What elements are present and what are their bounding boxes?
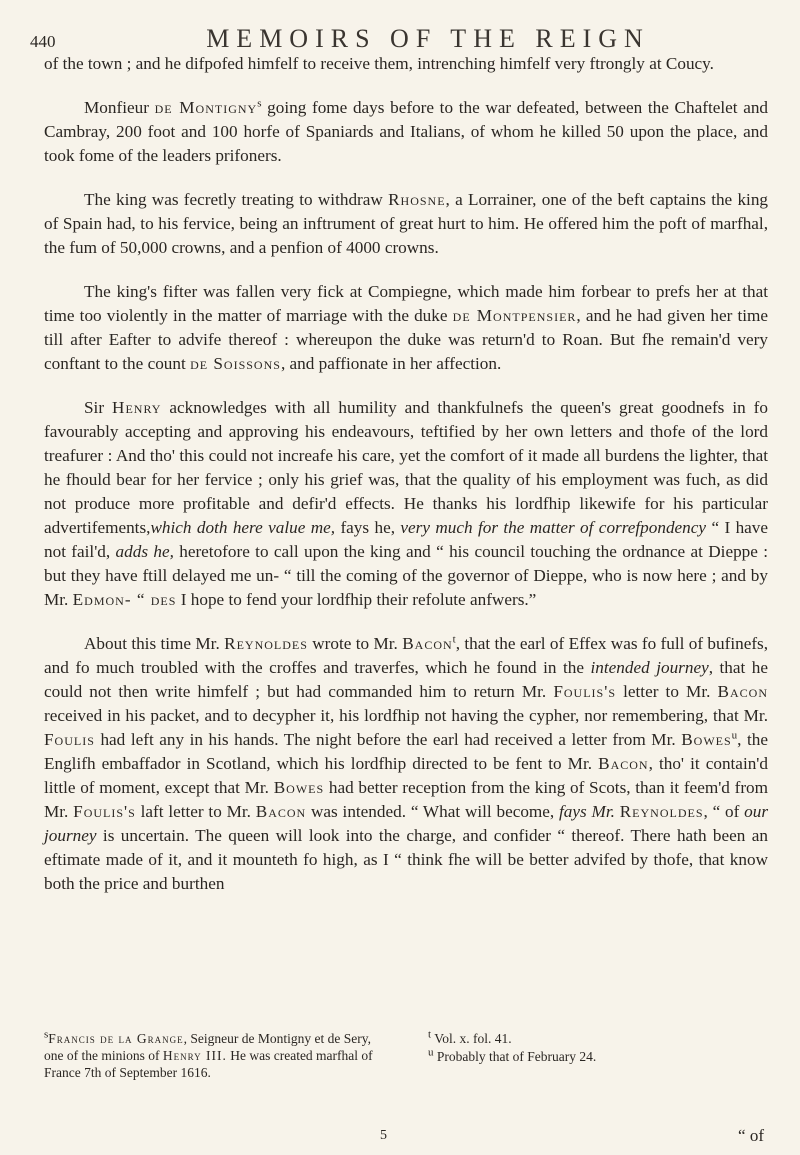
person-name: Bacon: [255, 802, 307, 821]
footnotes-right: [428, 1030, 768, 1081]
signature-mark: 5: [380, 1128, 387, 1143]
italic-phrase: which doth here value me,: [150, 518, 336, 537]
person-name: Reynoldes: [619, 802, 704, 821]
body-text: [44, 52, 768, 916]
person-name: Edmon- “ des: [72, 590, 177, 609]
footnotes: [44, 1030, 768, 1081]
paragraph-2: Monfieur de Montigny$^s$ going fome days before to the war defeated, between the Chaftelet and Cambray, 200 foot and 100 horfe of Spaniards and Italians, of whom he killed 50 upon the place, and took fome of the leaders prifoners.: [44, 97, 769, 165]
person-name: Bacon: [717, 682, 768, 701]
footnote-u: $^u$ Probably that of February 24.: [428, 1046, 597, 1064]
footnote-s: $^s$Francis de la Grange, Seigneur de Montigny et de Sery, one of the minions of Henry III. He was created marfhal of France 7th of September 1616.: [44, 1028, 373, 1080]
italic-phrase: intended journey: [590, 658, 709, 677]
person-name: Rhosne: [388, 190, 446, 209]
person-name: Henry: [112, 398, 162, 417]
catchword: “ of: [738, 1126, 764, 1145]
footnote-ref-t: t: [452, 633, 456, 646]
person-name: Bacon: [402, 634, 453, 653]
footnote-ref-u: u: [731, 729, 738, 742]
paragraph-3: The king was fecretly treating to withdraw Rhosne, a Lorrainer, one of the beft captains the king of Spain had, to his fervice, being an inftrument of great hurt to him. He offered him the poft of marfhal, the fum of 50,000 crowns, and a penfion of 4000 crowns.: [44, 190, 769, 257]
footnote-t: $^t$ Vol. x. fol. 41.: [428, 1028, 512, 1046]
person-name: de Montpensier: [452, 306, 577, 325]
footnote-ref-s: s: [257, 97, 262, 110]
italic-phrase: fays Mr.: [559, 802, 615, 821]
paragraph-4: The king's fifter was fallen very fick at Compiegne, which made him forbear to prefs her at that time too violently in the matter of marriage with the duke de Montpensier, and he had given her time till after Eafter to advife thereof : whereupon the duke was return'd to Roan. But fhe remain'd very conftant to the count de Soissons, and paffionate in her affection.: [44, 282, 768, 373]
person-name: Reynoldes: [224, 634, 308, 653]
page-number: 440: [30, 32, 56, 51]
person-name: Bowes: [273, 778, 325, 797]
running-title: MEMOIRS OF THE REIGN: [206, 24, 650, 53]
paragraph-6: About this time Mr. Reynoldes wrote to Mr. Bacon$^t$, that the earl of Effex was fo full of bufinefs, and fo much troubled with the croffes and traverfes, which he found in the intended journey, that he could not then write himfelf ; but had commanded him to return Mr. Foulis's letter to Mr. Bacon received in his packet, and to decypher it, his lordfhip not having the cypher, nor remembering, that Mr. Foulis had left any in his hands. The night before the earl had received a letter from Mr. Bowes$^u$, the Englifh embaffador in Scotland, which his lordfhip directed to be fent to Mr. Bacon, tho' it contain'd little of moment, except that Mr. Bowes had better reception from the king of Scots, than it feem'd from Mr. Foulis's laft letter to Mr. Bacon was intended. “ What will become, fays Mr. Reynoldes, “ of our journey is uncertain. The queen will look into the charge, and confider “ thereof. There hath been an eftimate made of it, and it mounteth fo high, as I “ think fhe will be better advifed by thofe, that know both the price and burthen: [44, 633, 769, 893]
person-name: Foulis's: [73, 802, 136, 821]
italic-phrase: very much for the matter of correfpondency: [400, 518, 707, 537]
paragraph-1: of the town ; and he difpofed himfelf to receive them, intrenching himfelf very ftrongly at Coucy.: [44, 54, 714, 73]
paragraph-5: Sir Henry acknowledges with all humility and thankfulnefs the queen's great goodnefs in fo favourably accepting and approving his endeavours, teftified by her own letters and thofe of the lord treafurer : And tho' this could not increafe his care, yet the comfort of it made all burdens the lighter, that he fhould bear for her fervice ; only his grief was, that the quality of his employment was fuch, as did not produce more profitable and defir'd effects. He thanks his lordfhip likewife for his particular advertifements,which doth here value me, fays he, very much for the matter of correfpondency “ I have not fail'd, adds he, heretofore to call upon the king and “ his council touching the ordnance at Dieppe : but they have ftill delayed me un- “ till the coming of the governor of Dieppe, who is now here ; and by Mr. Edmon- “ des I hope to fend your lordfhip their refolute anfwers.”: [44, 398, 769, 609]
person-name: de Soissons: [190, 354, 281, 373]
person-name: Bacon: [598, 754, 649, 773]
person-name: Foulis's: [553, 682, 616, 701]
person-name: de Montigny: [154, 98, 258, 117]
person-name: Foulis: [44, 730, 95, 749]
page-header: [30, 14, 766, 54]
italic-phrase: our journey: [44, 802, 769, 845]
person-name: Bowes: [681, 730, 732, 749]
italic-phrase: adds he,: [115, 542, 174, 561]
